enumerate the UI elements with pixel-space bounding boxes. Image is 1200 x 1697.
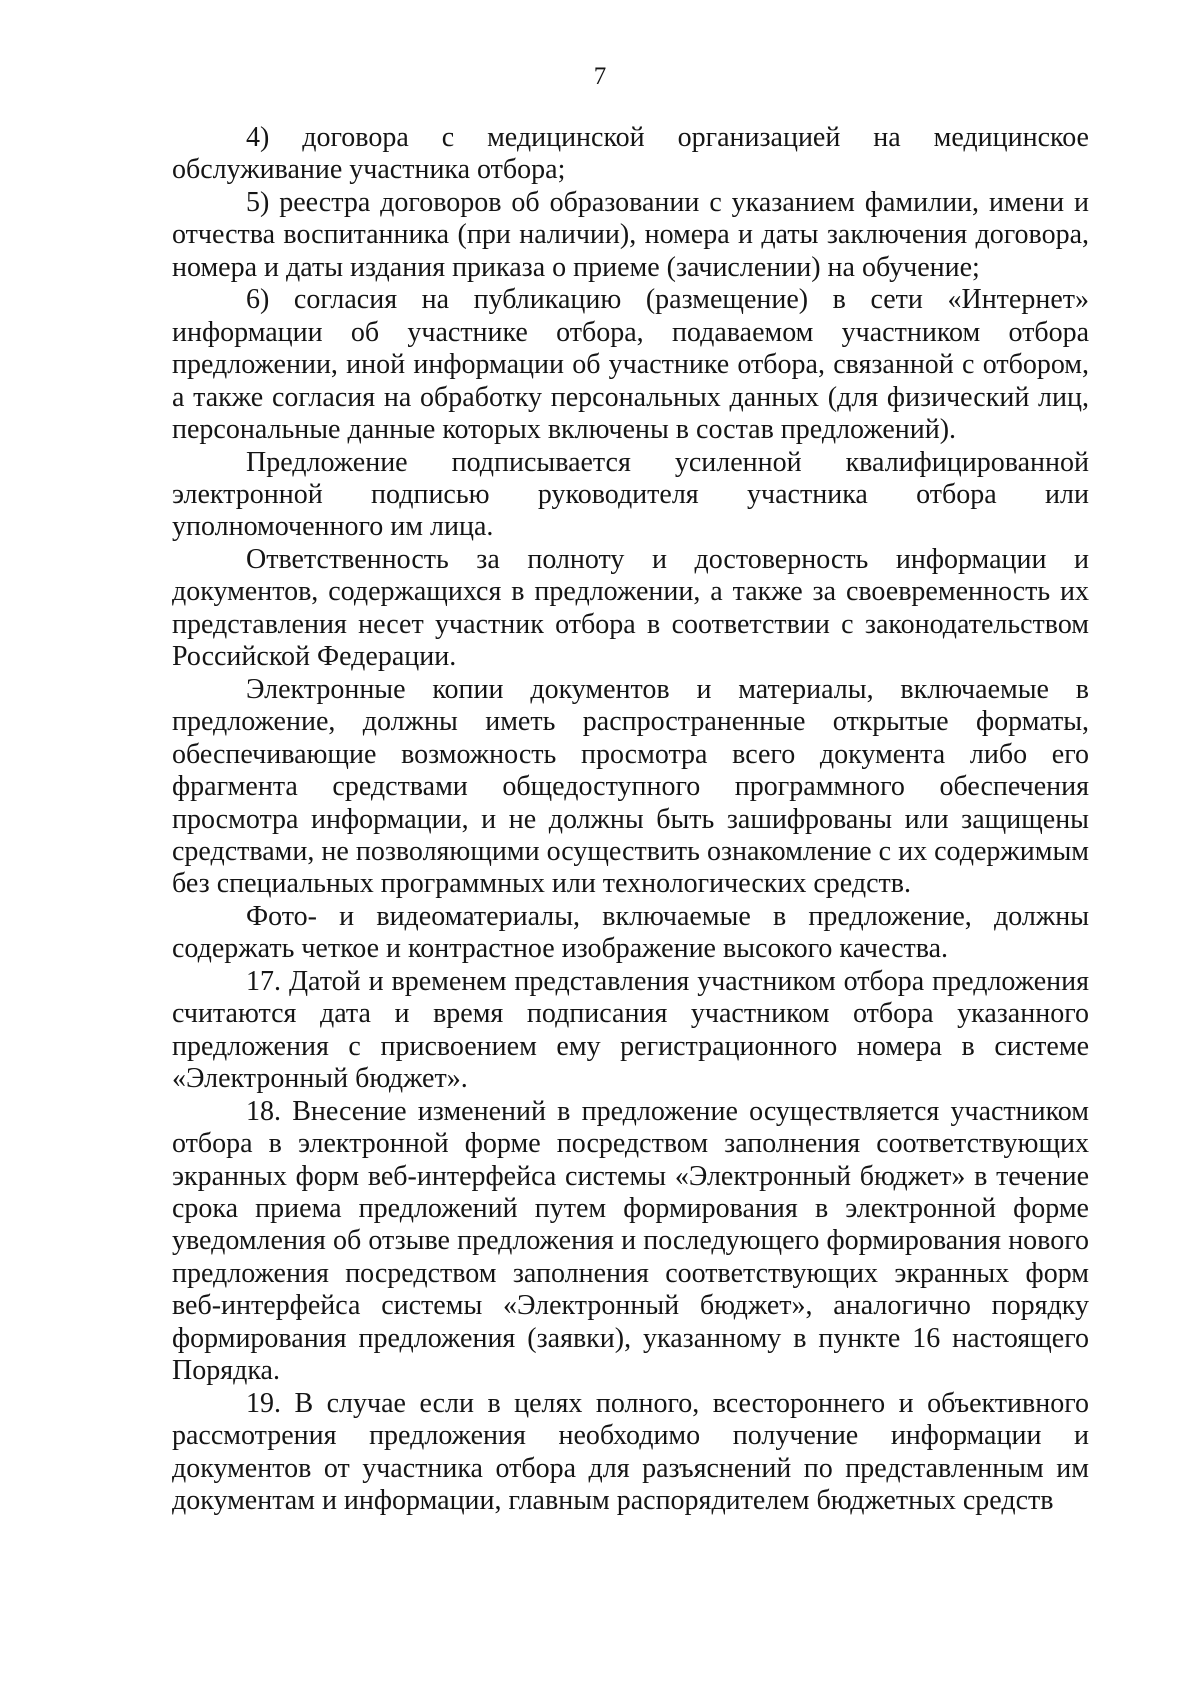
- document-body: [172, 122, 1089, 1517]
- paragraph-item-4: 4) договора с медицинской организацией на медицинское обслуживание участника отбора;: [172, 122, 1089, 186]
- paragraph-electronic-copies: Электронные копии документов и материалы, включаемые в предложение, должны иметь распространенные открытые форматы, обеспечивающие возможность просмотра всего документа либо его фрагмента средствами общедоступного программного обеспечения просмотра информации, и не должны быть зашифрованы или защищены средствами, не позволяющими осуществить ознакомление с их содержимым без специальных программных или технологических средств.: [172, 673, 1089, 900]
- paragraph-section-19: 19. В случае если в целях полного, всестороннего и объективного рассмотрения предложения необходимо получение информации и документов от участника отбора для разъяснений по представленным им документам и информации, главным распорядителем бюджетных средств: [172, 1387, 1089, 1517]
- page-number: 7: [593, 63, 607, 90]
- paragraph-photo-video: Фото- и видеоматериалы, включаемые в предложение, должны содержать четкое и контрастное изображение высокого качества.: [172, 900, 1089, 965]
- paragraph-section-18: 18. Внесение изменений в предложение осуществляется участником отбора в электронной форме посредством заполнения соответствующих экранных форм веб-интерфейса системы «Электронный бюджет» в течение срока приема предложений путем формирования в электронной форме уведомления об отзыве предложения и последующего формирования нового предложения посредством заполнения соответствующих экранных форм веб-интерфейса системы «Электронный бюджет», аналогично порядку формирования предложения (заявки), указанному в пункте 16 настоящего Порядка.: [172, 1095, 1089, 1387]
- paragraph-section-17: 17. Датой и временем представления участником отбора предложения считаются дата и время подписания участником отбора указанного предложения с присвоением ему регистрационного номера в системе «Электронный бюджет».: [172, 965, 1089, 1095]
- paragraph-responsibility: Ответственность за полноту и достоверность информации и документов, содержащихся в предложении, а также за своевременность их представления несет участник отбора в соответствии с законодательством Российской Федерации.: [172, 543, 1089, 673]
- paragraph-signature: Предложение подписывается усиленной квалифицированной электронной подписью руководителя участника отбора или уполномоченного им лица.: [172, 446, 1089, 543]
- paragraph-item-6: 6) согласия на публикацию (размещение) в сети «Интернет» информации об участнике отбора, подаваемом участником отбора предложении, иной информации об участнике отбора, связанной с отбором, а также согласия на обработку персональных данных (для физический лиц, персональные данные которых включены в состав предложений).: [172, 284, 1089, 446]
- paragraph-item-5: 5) реестра договоров об образовании с указанием фамилии, имени и отчества воспитанника (при наличии), номера и даты заключения договора, номера и даты издания приказа о приеме (зачислении) на обучение;: [172, 186, 1089, 283]
